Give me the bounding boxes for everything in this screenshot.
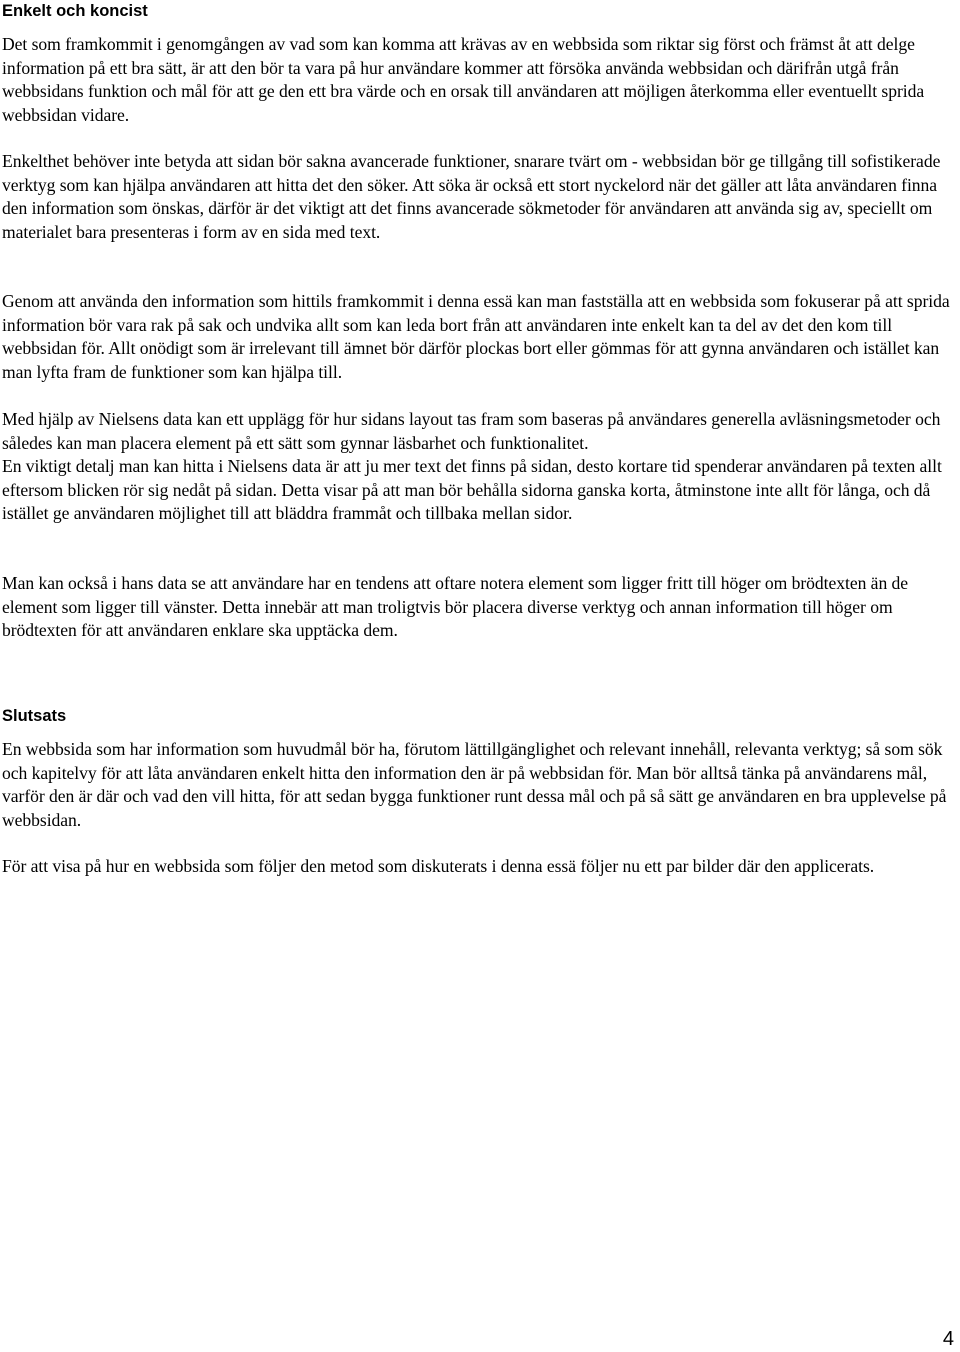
paragraph: Genom att använda den information som hittils framkommit i denna essä kan man fastställa att en webbsida som fokuserar på att sprida information bör vara rak på sak och undvika allt som kan leda bort från att användaren inte enkelt kan ta del av det den kom till webbsidan för. Allt onödigt som är irrelevant till ämnet bör därför plockas bort eller gömmas för att gynna användaren och istället kan man lyfta fram de funktioner som kan hjälpa till. <box>2 291 950 382</box>
section-heading-slutsats: Slutsats <box>2 707 67 725</box>
section-heading-enkelt-och-koncist: Enkelt och koncist <box>2 2 148 20</box>
paragraph: En viktigt detalj man kan hitta i Nielsens data är att ju mer text det finns på sidan, desto kortare tid spenderar användaren på texten allt eftersom blicken rör sig nedåt på sidan. Detta visar på att man bör behålla sidorna ganska korta, åtminstone inte allt för långa, och då istället ge användaren möjlighet till att bläddra frammåt och tillbaka mellan sidor. <box>2 456 942 523</box>
paragraph: För att visa på hur en webbsida som följer den metod som diskuterats i denna essä följer nu ett par bilder där den applicerats. <box>2 856 875 876</box>
paragraph: Det som framkommit i genomgången av vad som kan komma att krävas av en webbsida som riktar sig först och främst åt att delge information på ett bra sätt, är att den bör ta vara på hur användare kommer att försöka använda webbsidan och därifrån utgå från webbsidans funktion och mål för att ge den ett bra värde och en orsak till användaren att möjligen återkomma eller eventuellt sprida webbsidan vidare. <box>2 34 925 125</box>
paragraph: En webbsida som har information som huvudmål bör ha, förutom lättillgänglighet och relevant innehåll, relevanta verktyg; så som sök och kapitelvy för att låta användaren enkelt hitta den information den är på webbsidan för. Man bör alltså tänka på användarens mål, varför den är där och vad den vill hitta, för att sedan bygga funktioner runt dessa mål och på så sätt ge användaren en bra upplevelse på webbsidan. <box>2 739 947 830</box>
paragraph: Med hjälp av Nielsens data kan ett upplägg för hur sidans layout tas fram som baseras på användares generella avläsningsmetoder och således kan man placera element på ett sätt som gynnar läsbarhet och funktionalitet. <box>2 409 941 453</box>
page-number: 4 <box>942 1328 954 1350</box>
paragraph: Enkelthet behöver inte betyda att sidan bör sakna avancerade funktioner, snarare tvärt om - webbsidan bör ge tillgång till sofistikerade verktyg som kan hjälpa användaren att hitta det den söker. Att söka är också ett stort nyckelord när det gäller att låta användaren finna den information som önskas, därför är det viktigt att det finns avancerade sökmetoder för användaren att använda sig av, speciellt om materialet bara presenteras i form av en sida med text. <box>2 151 941 242</box>
paragraph: Man kan också i hans data se att användare har en tendens att oftare notera element som ligger fritt till höger om brödtexten än de element som ligger till vänster. Detta innebär att man troligtvis bör placera diverse verktyg och annan information till höger om brödtexten för att användaren enklare ska upptäcka dem. <box>2 573 909 640</box>
